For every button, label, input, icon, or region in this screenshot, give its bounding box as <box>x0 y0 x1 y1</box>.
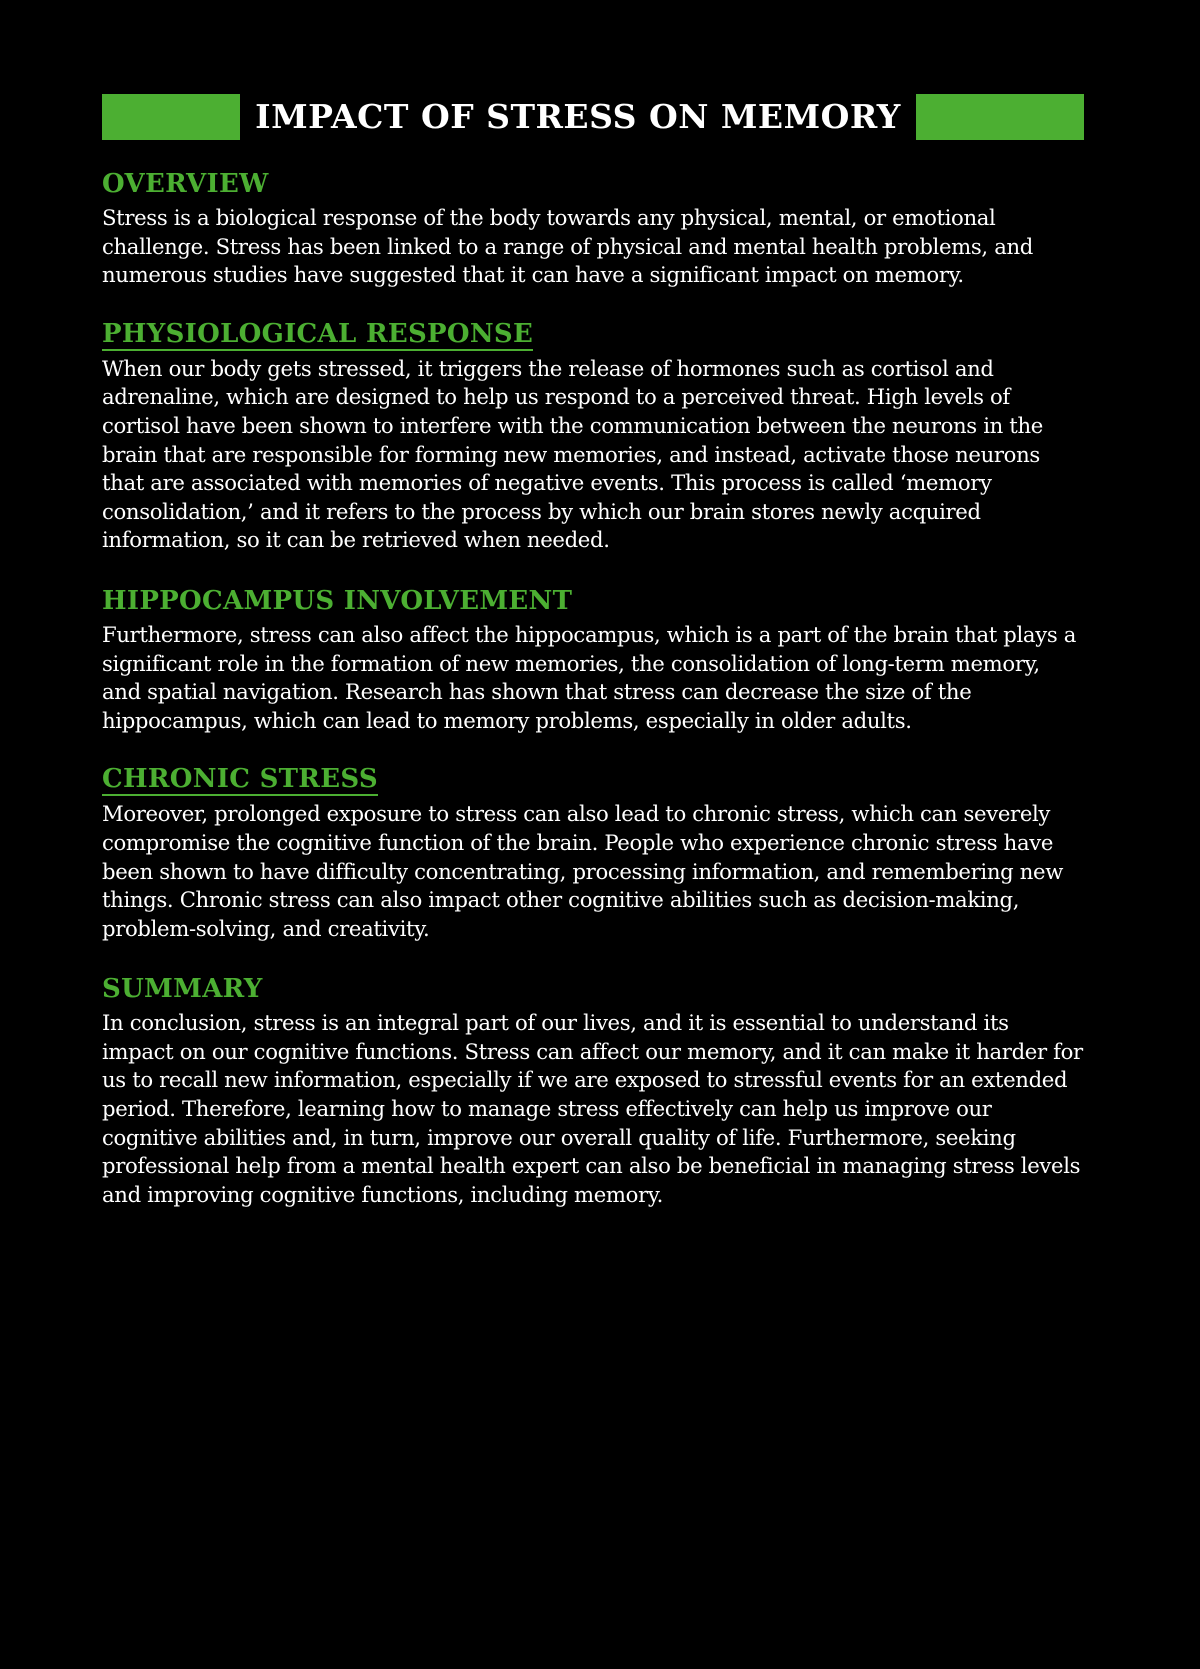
section-heading: SUMMARY <box>102 974 263 1005</box>
title-banner <box>102 94 1084 140</box>
section-body: Moreover, prolonged exposure to stress can also lead to chronic stress, which can severely compromise the cognitive function of the brain. People who experience chronic stress have been shown to have difficulty concentrating, processing information, and remembering new things. Chronic stress can also impact other cognitive abilities such as decision-making, problem-solving, and creativity. <box>102 801 1063 941</box>
section-heading: OVERVIEW <box>102 169 269 199</box>
section-body: Stress is a biological response of the body towards any physical, mental, or emotional challenge. Stress has been linked to a range of physical and mental health problems, and numerous studies have suggested that it can have a significant impact on memory. <box>102 205 1033 288</box>
section-body: When our body gets stressed, it triggers the release of hormones such as cortisol and adrenaline, which are designed to help us respond to a perceived threat. High levels of cortisol have been shown to interfere with the communication between the neurons in the brain that are responsible for forming new memories, and instead, activate those neurons that are associated with memories of negative events. This process is called ‘memory consolidation,’ and it refers to the process by which our brain stores newly acquired information, so it can be retrieved when needed. <box>102 355 1043 553</box>
section-summary <box>102 973 1084 1209</box>
document-page <box>102 94 1084 1239</box>
section-heading: CHRONIC STRESS <box>102 764 378 795</box>
section-hippocampus-involvement <box>102 585 1084 735</box>
section-overview <box>102 168 1084 290</box>
section-body: In conclusion, stress is an integral part of our lives, and it is essential to understand its impact on our cognitive functions. Stress can affect our memory, and it can make it harder for us to recall new information, especially if we are exposed to stressful events for an extended period. Therefore, learning how to manage stress effectively can help us improve our cognitive abilities and, in turn, improve our overall quality of life. Furthermore, seeking professional help from a mental health expert can also be beneficial in managing stress levels and improving cognitive functions, including memory. <box>102 1010 1083 1207</box>
section-heading: HIPPOCAMPUS INVOLVEMENT <box>102 585 573 616</box>
section-body: Furthermore, stress can also affect the hippocampus, which is a part of the brain that plays a significant role in the formation of new memories, the consolidation of long-term memory, and spatial navigation. Research has shown that stress can decrease the size of the hippocampus, which can lead to memory problems, especially in older adults. <box>102 621 1077 733</box>
title-accent-block-right <box>916 94 1084 140</box>
section-chronic-stress <box>102 765 1084 943</box>
title-accent-block-left <box>102 94 240 140</box>
section-heading: PHYSIOLOGICAL RESPONSE <box>102 318 534 349</box>
section-physiological-response <box>102 320 1084 555</box>
document-title: IMPACT OF STRESS ON MEMORY <box>255 97 901 136</box>
